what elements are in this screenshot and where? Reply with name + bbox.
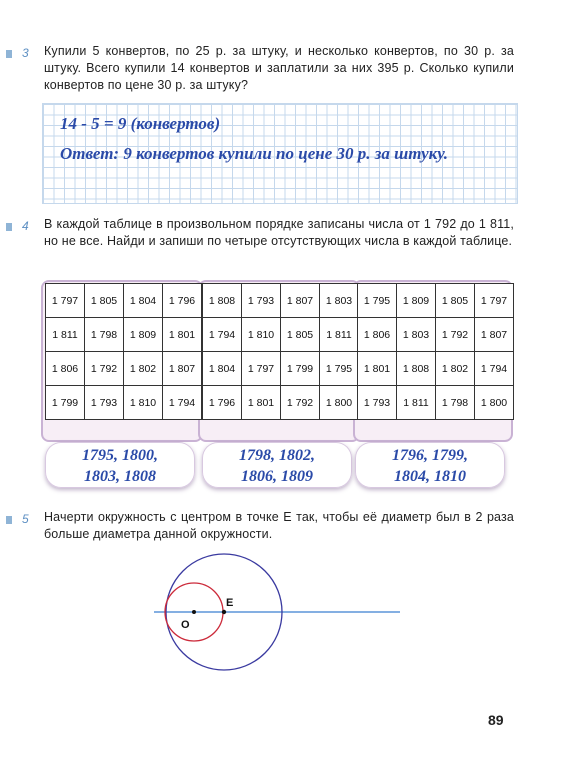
table-cell: 1 799 [46, 386, 85, 420]
label-o: O [181, 619, 190, 631]
table-cell: 1 806 [358, 318, 397, 352]
table-cell: 1 792 [281, 386, 320, 420]
table-cell: 1 796 [203, 386, 242, 420]
problem-5-text: Начерти окружность с центром в точке E так, чтобы её диаметр был в 2 раза больше диаметра данной окружности. [44, 510, 514, 541]
table-cell: 1 802 [436, 352, 475, 386]
answer-2-line-2: 1806, 1809 [241, 468, 313, 485]
table-cell: 1 811 [397, 386, 436, 420]
page-number: 89 [488, 712, 504, 728]
table-cell: 1 803 [320, 284, 359, 318]
table-cell: 1 803 [397, 318, 436, 352]
table-cell: 1 793 [85, 386, 124, 420]
table-cell: 1 807 [475, 318, 514, 352]
table-cell: 1 800 [320, 386, 359, 420]
table-cell: 1 804 [124, 284, 163, 318]
table-cell: 1 792 [436, 318, 475, 352]
table-cell: 1 793 [358, 386, 397, 420]
table-cell: 1 802 [124, 352, 163, 386]
problem-3-number: 3 [22, 46, 29, 60]
table-cell: 1 796 [163, 284, 202, 318]
table-cell: 1 806 [46, 352, 85, 386]
answer-2-line-1: 1798, 1802, [239, 447, 315, 464]
table-cell: 1 801 [358, 352, 397, 386]
problem-4-number: 4 [22, 219, 29, 233]
table-cell: 1 798 [436, 386, 475, 420]
point-o [192, 610, 196, 614]
problem-5-number: 5 [22, 512, 29, 526]
table-cell: 1 794 [475, 352, 514, 386]
table-cell: 1 805 [436, 284, 475, 318]
table-cell: 1 793 [242, 284, 281, 318]
table-cell: 1 810 [242, 318, 281, 352]
table-cell: 1 807 [281, 284, 320, 318]
answer-1-line-2: 1803, 1808 [84, 468, 156, 485]
table-cell: 1 809 [124, 318, 163, 352]
point-e [222, 610, 226, 614]
table-cell: 1 801 [242, 386, 281, 420]
table-cell: 1 792 [85, 352, 124, 386]
table-cell: 1 811 [46, 318, 85, 352]
table-cell: 1 797 [242, 352, 281, 386]
table-cell: 1 808 [397, 352, 436, 386]
answer-1-line-1: 1795, 1800, [82, 447, 158, 464]
problem-4-text: В каждой таблице в произвольном порядке записаны числа от 1 792 до 1 811, но не все. Найди и запиши по четыре отсутствующих числа в каждой таблице. [44, 217, 514, 248]
table-cell: 1 795 [358, 284, 397, 318]
solution-line: 14 - 5 = 9 (конвертов) [60, 114, 221, 133]
table-cell: 1 811 [320, 318, 359, 352]
table-cell: 1 807 [163, 352, 202, 386]
table-cell: 1 797 [475, 284, 514, 318]
table-cell: 1 810 [124, 386, 163, 420]
table-cell: 1 794 [163, 386, 202, 420]
table-cell: 1 798 [85, 318, 124, 352]
table-cell: 1 805 [281, 318, 320, 352]
table-cell: 1 795 [320, 352, 359, 386]
answer-3-line-1: 1796, 1799, [392, 447, 468, 464]
label-e: E [226, 597, 234, 609]
table-cell: 1 794 [203, 318, 242, 352]
problem-3-text: Купили 5 конвертов, по 25 р. за штуку, и несколько конвертов, по 30 р. за штуку. Всего купили 14 конвертов и заплатили за них 395 р. Сколько купили конвертов по цене 30 р. за штуку? [44, 44, 514, 92]
table-cell: 1 809 [397, 284, 436, 318]
table-cell: 1 804 [203, 352, 242, 386]
table-cell: 1 797 [46, 284, 85, 318]
table-cell: 1 805 [85, 284, 124, 318]
table-cell: 1 801 [163, 318, 202, 352]
table-cell: 1 799 [281, 352, 320, 386]
answer-3-line-2: 1804, 1810 [394, 468, 466, 485]
table-cell: 1 808 [203, 284, 242, 318]
answer-line: Ответ: 9 конвертов купили по цене 30 р. за штуку. [60, 144, 448, 163]
table-cell: 1 800 [475, 386, 514, 420]
